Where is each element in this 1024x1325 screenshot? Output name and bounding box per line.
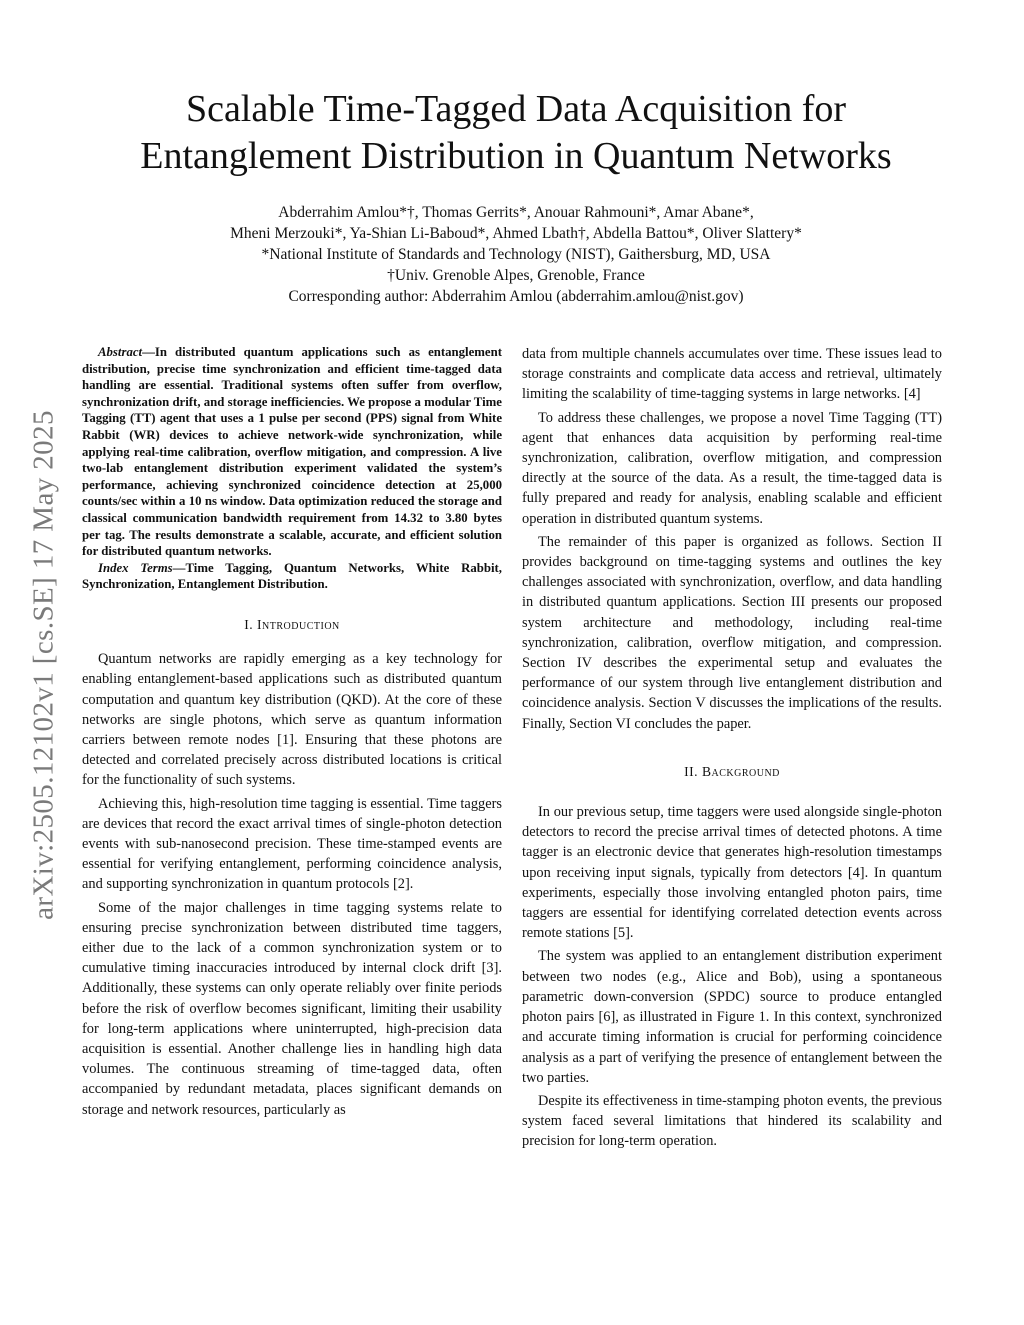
intro-paragraph-4: To address these challenges, we propose a novel Time Tagging (TT) agent that enhances data acquisition by performing real-time synchronization, calibration, overflow mitigation, and compression directly at the source of the data. As a result, the time-tagged data is fully prepared and ready for analysis, enabling scalable and efficient operation in distributed quantum systems. bbox=[522, 409, 942, 527]
index-terms-label: Index Terms bbox=[98, 560, 173, 575]
abstract-label: Abstract bbox=[98, 345, 143, 359]
affiliation-grenoble: †Univ. Grenoble Alpes, Grenoble, France bbox=[387, 267, 645, 284]
intro-paragraph-3: Some of the major challenges in time tagging systems relate to ensuring precise synchronization between distributed time taggers, either due to the lack of a common synchronization system or to cumulative timing inaccuracies introduced by internal clock drift [3]. Additionally, these systems can only operate reliably over finite periods before the risk of overflow becomes significant, limiting their usability for long-term applications where uninterrupted, high-precision data acquisition is essential. Another challenge lies in handling high data volumes. The continuous streaming of time-tagged data, often accompanied by redundant metadata, places significant demands on storage and network resources, particularly as bbox=[82, 899, 502, 1118]
section-heading-introduction: I. Introduction bbox=[244, 616, 340, 632]
arxiv-id-text: arXiv:2505.12102v1 [cs.SE] 17 May 2025 bbox=[27, 410, 60, 920]
corresponding-author: Corresponding author: Abderrahim Amlou (abderrahim.amlou@nist.gov) bbox=[288, 288, 744, 305]
title-line-2: Entanglement Distribution in Quantum Networks bbox=[140, 135, 892, 177]
author-line-2: Mheni Merzouki*, Ya-Shian Li-Baboud*, Ahmed Lbath†, Abdella Battou*, Oliver Slattery* bbox=[230, 225, 802, 242]
background-paragraph-3: Despite its effectiveness in time-stamping photon events, the previous system faced several limitations that hindered its scalability and precision for long-term operation. bbox=[522, 1092, 942, 1150]
intro-paragraph-5: The remainder of this paper is organized as follows. Section II provides background on time-tagging systems and outlines the key challenges associated with synchronization, overflow, and data handling in distributed quantum applications. Section III presents our proposed system architecture and methodology, including real-time synchronization, calibration, overflow mitigation, and compression. Section IV describes the experimental setup and evaluates the performance of our system through live entanglement distribution and coincidence analysis. Section V discusses the implications of the results. Finally, Section VI concludes the paper. bbox=[522, 533, 942, 732]
background-paragraph-1: In our previous setup, time taggers were used alongside single-photon detectors to record the precise arrival times of detected photons. A time tagger is an electronic device that generates high-resolution timestamps upon receiving input signals, typically from detectors [4]. In quantum experiments, especially those involving entangled photon pairs, time taggers are essential for identifying correlated detection events across remote stations [5]. bbox=[522, 804, 942, 942]
author-line-1: Abderrahim Amlou*†, Thomas Gerrits*, Anouar Rahmouni*, Amar Abane*, bbox=[278, 204, 754, 221]
abstract-text: —In distributed quantum applications such as entanglement distribution, precise time synchronization and efficient time-tagged data handling are essential. Traditional systems often suffer from overflow, synchronization drift, and storage inefficiencies. We propose a modular Time Tagging (TT) agent that uses a 1 pulse per second (PPS) signal from White Rabbit (WR) devices to achieve network-wide synchronization, while applying real-time calibration, overflow mitigation, and compression. A live two-lab entanglement distribution experiment validated the system’s performance, achieving synchronized coincidence detection at 25,000 counts/sec within a 10 ns window. Data optimization reduced the storage and classical communication bandwidth requirement from 14.32 to 3.80 bytes per tag. The results demonstrate a scalable, accurate, and efficient solution for distributed quantum networks. bbox=[82, 345, 502, 559]
intro-paragraph-2: Achieving this, high-resolution time tagging is essential. Time taggers are devices that record the exact arrival times of single-photon detection events with sub-nanosecond precision. These time-stamped events are essential for verifying entanglement, performing coincidence analysis, and supporting synchronization in quantum protocols [2]. bbox=[82, 795, 502, 893]
title-line-1: Scalable Time-Tagged Data Acquisition for bbox=[185, 88, 847, 130]
background-paragraph-2: The system was applied to an entanglement distribution experiment between two nodes (e.g., Alice and Bob), using a spontaneous parametric down-conversion (SPDC) source to produce entangled photon pairs [6], as illustrated in Figure 1. In this context, synchronized and accurate timing information is crucial for performing coincidence analysis as a part of verifying the presence of entanglement between the two parties. bbox=[522, 948, 942, 1086]
author-block bbox=[120, 202, 912, 307]
index-terms-text: —Time Tagging, Quantum Networks, White Rabbit, Synchronization, Entanglement Distribution. bbox=[82, 560, 502, 592]
intro-paragraph-1: Quantum networks are rapidly emerging as a key technology for enabling entanglement-based applications such as distributed quantum computation and quantum key distribution (QKD). At the core of these networks are single photons, which serve as quantum information carriers between remote nodes [1]. Ensuring that these photons are detected and correlated precisely across distributed locations is critical for the functionality of such systems. bbox=[82, 651, 502, 789]
affiliation-nist: *National Institute of Standards and Technology (NIST), Gaithersburg, MD, USA bbox=[261, 246, 771, 263]
section-heading-background: II. Background bbox=[684, 763, 780, 779]
intro-continuation: data from multiple channels accumulates over time. These issues lead to storage constraints and complicate data access and retrieval, ultimately limiting the scalability of time-tagging systems in large networks. [4] bbox=[522, 346, 942, 403]
arxiv-side-identifier bbox=[26, 370, 62, 960]
paper-title bbox=[90, 86, 942, 180]
left-column bbox=[82, 344, 502, 1120]
abstract bbox=[82, 344, 502, 593]
right-column bbox=[522, 344, 942, 1152]
